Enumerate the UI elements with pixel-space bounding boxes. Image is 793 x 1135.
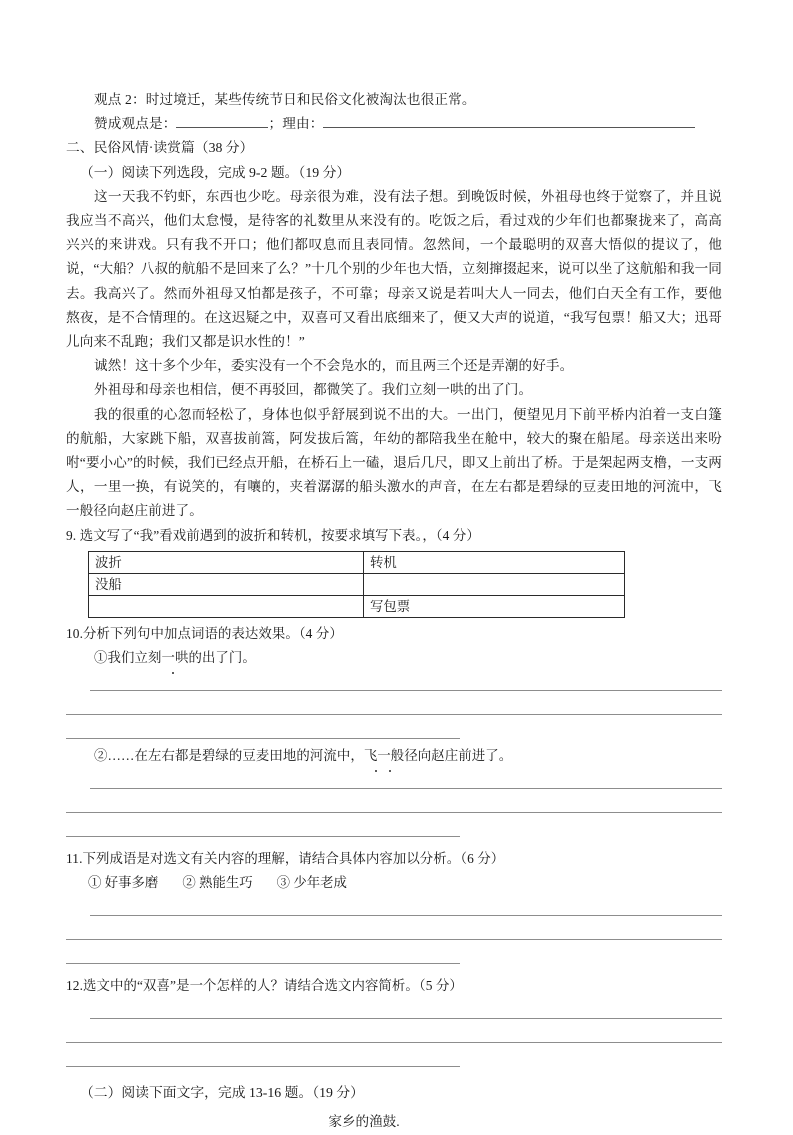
question-9 [66,524,722,548]
question-11-answer-area [66,915,722,964]
question-11 [66,847,722,871]
question-10-item-2-answer-area [66,788,722,837]
question-11-text: 下列成语是对选文有关内容的理解，请结合具体内容加以分析。（6 分） [82,850,505,866]
question-10-number: 10. [66,625,84,641]
answer-rule-line[interactable] [66,939,722,940]
passage-paragraph-1: 这一天我不钓虾，东西也少吃。母亲很为难，没有法子想。到晚饭时候，外祖母也终于觉察了，并且说我应当不高兴，他们太怠慢，是待客的礼数里从来没有的。吃饭之后，看过戏的少年们也都聚拢来了，高高兴兴的来讲戏。只有我不开口；他们都叹息而且表同情。忽然间，一个最聪明的双喜大悟似的提议了，他说，“大船？八叔的航船不是回来了么？”十几个别的少年也大悟，立刻撺掇起来，说可以坐了这航船和我一同去。我高兴了。然而外祖母又怕都是孩子，不可靠；母亲又说是若叫大人一同去，他们白天全有工作，要他熬夜，是不合情理的。在这迟疑之中，双喜可又看出底细来了，便又大声的说道，“我写包票！船又大；迅哥儿向来不乱跑；我们又都是识水性的！” [66,188,722,350]
table-row-header [89,551,625,573]
item-1-emphasis: 一哄 [161,646,188,670]
item-1-marker: ① [94,649,108,665]
part-two-heading: （二）阅读下面文字，完成 13-16 题。（19 分） [80,1084,364,1100]
answer-rule-line[interactable] [90,1018,722,1019]
table-cell-write-guarantee: 写包票 [364,595,625,617]
answer-rule-line[interactable] [66,738,460,739]
table-row [89,595,625,617]
passage-paragraph-4: 我的很重的心忽而轻松了，身体也似乎舒展到说不出的大。一出门，便望见月下前平桥内泊着一支白篷的航船，大家跳下船，双喜拔前篙，阿发拔后篙，年幼的都陪我坐在舱中，较大的聚在船尾。母亲送出来吩咐“要小心”的时候，我们已经点开船，在桥石上一磕，退后几尺，即又上前出了桥。于是架起两支橹，一支两人，一里一换，有说笑的，有嚷的，夹着潺潺的船头激水的声音，在左右都是碧绿的豆麦田地的河流中，飞一般径向赵庄前进了。 [66,406,722,519]
answer-rule-line[interactable] [90,915,722,916]
answer-rule-line[interactable] [66,836,460,837]
item-2-marker: ② [94,747,108,763]
idiom-marker: ① [88,874,102,890]
question-10-item-1 [66,646,722,670]
reason-blank-input[interactable] [323,114,695,128]
item-2-before: ……在左右都是碧绿的豆麦田地的河流中， [107,747,364,763]
question-12-text: 选文中的“双喜”是一个怎样的人？请结合选文内容简析。（5 分） [83,977,463,993]
agree-blank-input[interactable] [176,114,268,128]
question-11-number: 11. [66,850,83,866]
answer-rule-line[interactable] [66,1042,722,1043]
question-9-text: 选文写了“我”看戏前遇到的波折和转机，按要求填写下表。，（4 分） [79,527,480,543]
passage-paragraph-2: 诚然！这十多个少年，委实没有一个不会凫水的，而且两三个还是弄潮的好手。 [94,358,574,374]
table-header-turning: 转机 [364,551,625,573]
item-2-emphasis: 飞一般 [364,744,404,768]
viewpoint-2-line: 观点 2：时过境迁，某些传统节日和民俗文化被淘汰也很正常。 [94,92,476,107]
table-header-setback: 波折 [89,551,364,573]
idiom-item [277,871,347,895]
idiom-marker: ② [182,874,196,890]
item-1-before: 我们立刻 [107,649,162,665]
idiom-marker: ③ [276,874,291,890]
item-1-after: 的出了门。 [188,649,256,665]
idiom-item [88,871,158,895]
passage-paragraph-3: 外祖母和母亲也相信，便不再驳回，都微笑了。我们立刻一哄的出了门。 [94,382,533,398]
idiom-label: 熟能生巧 [199,874,253,890]
answer-rule-line[interactable] [66,1066,460,1067]
question-12-answer-area [66,1018,722,1067]
question-10-item-2 [66,744,722,768]
table-cell-blank-1[interactable] [364,573,625,595]
answer-rule-line[interactable] [66,963,460,964]
idiom-label: 少年老成 [293,874,347,890]
part-one-heading: （一）阅读下列选段，完成 9-2 题。（19 分） [80,164,351,180]
question-11-idiom-list [66,871,722,895]
question-9-number: 9. [66,527,77,543]
agree-reason-row [66,112,722,136]
agree-label: 赞成观点是： [94,116,177,132]
table-cell-blank-2[interactable] [89,595,364,617]
question-12 [66,974,722,998]
question-9-table [88,551,625,618]
page-content [66,88,722,1135]
answer-rule-line[interactable] [90,788,722,789]
table-row [89,573,625,595]
question-10-item-1-answer-area [66,690,722,739]
idiom-label: 好事多磨 [104,874,159,890]
answer-rule-line[interactable] [66,812,722,813]
section-two-heading: 二、民俗风情·读赏篇（38 分） [66,140,254,156]
idiom-item [182,871,252,895]
question-10 [66,622,722,646]
question-10-text: 分析下列句中加点词语的表达效果。（4 分） [83,625,343,641]
item-2-after: 径向赵庄前进了。 [404,747,513,763]
answer-rule-line[interactable] [90,690,722,691]
essay-title: 家乡的渔鼓. [328,1113,400,1129]
question-12-number: 12. [66,977,84,993]
reason-label: ；理由： [268,116,324,132]
table-cell-no-boat: 没船 [89,573,364,595]
answer-rule-line[interactable] [66,714,722,715]
